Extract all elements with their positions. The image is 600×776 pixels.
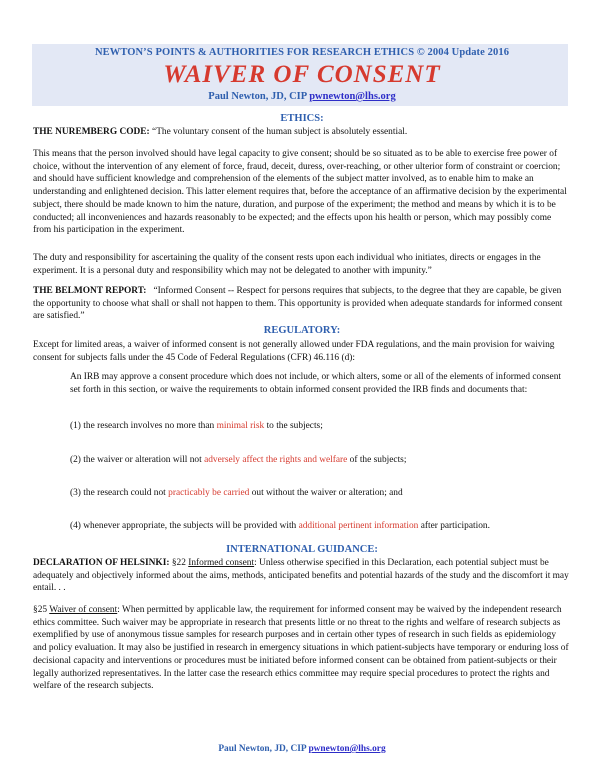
regulatory-intro: Except for limited areas, a waiver of informed consent is not generally allowed under FDA regulations, and the main provision for waiving consent for subjects falls under the 45 Code of Federal Regulations (CFR) 46.116 (d): <box>33 340 555 363</box>
criteria-item-1-tail: to the subjects; <box>264 421 323 431</box>
footer <box>33 744 571 754</box>
s25-number: §25 <box>33 605 48 615</box>
criteria-item-3-highlight: practicably be carried <box>168 488 250 498</box>
header-author: Paul Newton, JD, CIP <box>208 91 307 102</box>
helsinki-s22-paragraph <box>33 557 571 595</box>
criteria-item-4-highlight: additional pertinent information <box>298 521 419 531</box>
s22-title: Informed consent <box>188 558 255 568</box>
criteria-item-2 <box>70 454 570 467</box>
ethics-heading: ETHICS: <box>280 113 324 124</box>
criteria-item-2-highlight: adversely affect the rights and welfare <box>204 455 348 465</box>
s25-title: Waiver of consent <box>49 605 118 615</box>
helsinki-label: DECLARATION OF HELSINKI: <box>33 558 170 568</box>
criteria-item-4-text: (4) whenever appropriate, the subjects will be provided with <box>70 521 299 531</box>
header-author-line <box>33 91 571 102</box>
criteria-item-4-tail: after participation. <box>418 521 490 531</box>
nuremberg-quote: “The voluntary consent of the human subject is absolutely essential. <box>152 127 408 137</box>
criteria-item-3-text: (3) the research could not <box>70 488 169 498</box>
criteria-item-2-tail: of the subjects; <box>347 455 407 465</box>
header-banner-text: NEWTON’S POINTS & AUTHORITIES FOR RESEARCH ETHICS © 2004 Update 2016 <box>94 47 510 58</box>
s22-number: §22 <box>171 558 186 568</box>
nuremberg-intro <box>33 126 571 139</box>
footer-email-link[interactable]: pwnewton@lhs.org <box>308 744 386 754</box>
s25-text: : When permitted by applicable law, the requirement for informed consent may be waived by the independent research ethics committee. Such waiver may be appropriate in research that presents little or no threat to the rights and welfare of research subjects as exemplified by use of anonymous tissue samples for research purposes and in certain other types of research in such fields as epidemiology and policy evaluation. It may also be justified in research in emergency situations in which patient-subjects have temporary or enduring loss of decisional capacity and interventions or procedures must be initiated before informed consent can be obtained from patient-subjects or their legally authorized representatives. In the latter case the research ethics committee may require special procedures to protect the rights and welfare of the research subjects. <box>33 605 569 692</box>
criteria-item-1-highlight: minimal risk <box>216 421 265 431</box>
document-title: WAIVER OF CONSENT <box>163 61 441 88</box>
belmont-text: “Informed Consent -- Respect for persons requires that subjects, to the degree that they are capable, be given the opportunity to choose what shall or shall not happen to them. This opportunity is provided when adequate standards for informed consent are satisfied.” <box>33 286 563 322</box>
criteria-item-3 <box>70 487 570 500</box>
irb-paragraph: An IRB may approve a consent procedure which does not include, or which alters, some or all of the elements of informed consent set forth in this section, or waive the requirements to obtain informed consent provided the IRB finds and documents that: <box>70 372 562 395</box>
international-heading: INTERNATIONAL GUIDANCE: <box>226 544 378 555</box>
belmont-label: THE BELMONT REPORT: <box>33 286 147 296</box>
helsinki-s25-paragraph <box>33 604 571 693</box>
criteria-item-2-text: (2) the waiver or alteration will not <box>70 455 205 465</box>
nuremberg-label: THE NUREMBERG CODE: <box>33 127 150 137</box>
belmont-paragraph <box>33 285 571 323</box>
header-email-link[interactable]: pwnewton@lhs.org <box>309 91 396 102</box>
s22-text: : Unless otherwise specified in this Declaration, each potential subject must be adequately and objectively informed about the aims, methods, anticipated benefits and potential hazards of the study and the discomfort it may entail. . . <box>33 558 569 594</box>
nuremberg-paragraph-2: The duty and responsibility for ascertaining the quality of the consent rests upon each individual who initiates, directs or engages in the experiment. It is a personal duty and responsibility which may not be delegated to another with impunity.” <box>33 253 541 276</box>
criteria-item-1 <box>70 420 570 433</box>
criteria-item-4 <box>70 520 570 533</box>
criteria-item-3-tail: out without the waiver or alteration; and <box>249 488 403 498</box>
criteria-item-1-text: (1) the research involves no more than <box>70 421 217 431</box>
regulatory-heading: REGULATORY: <box>263 325 341 336</box>
nuremberg-paragraph-1: This means that the person involved should have legal capacity to give consent; should be so situated as to be able to exercise free power of choice, without the intervention of any element of force, fraud, deceit, duress, over-reaching, or other ulterior form of constraint or coercion; and should have sufficient knowledge and comprehension of the elements of the subject matter involved, as to enable him to make an understanding and enlightened decision. This latter element requires that, before the acceptance of an affirmative decision by the experimental subject, there should be made known to him the nature, duration, and purpose of the experiment; the method and means by which it is to be conducted; all inconveniences and hazards reasonably to be expected; and the effects upon his health or person, which may possibly come from his participation in the experiment. <box>33 149 567 236</box>
footer-author: Paul Newton, JD, CIP <box>218 744 307 754</box>
